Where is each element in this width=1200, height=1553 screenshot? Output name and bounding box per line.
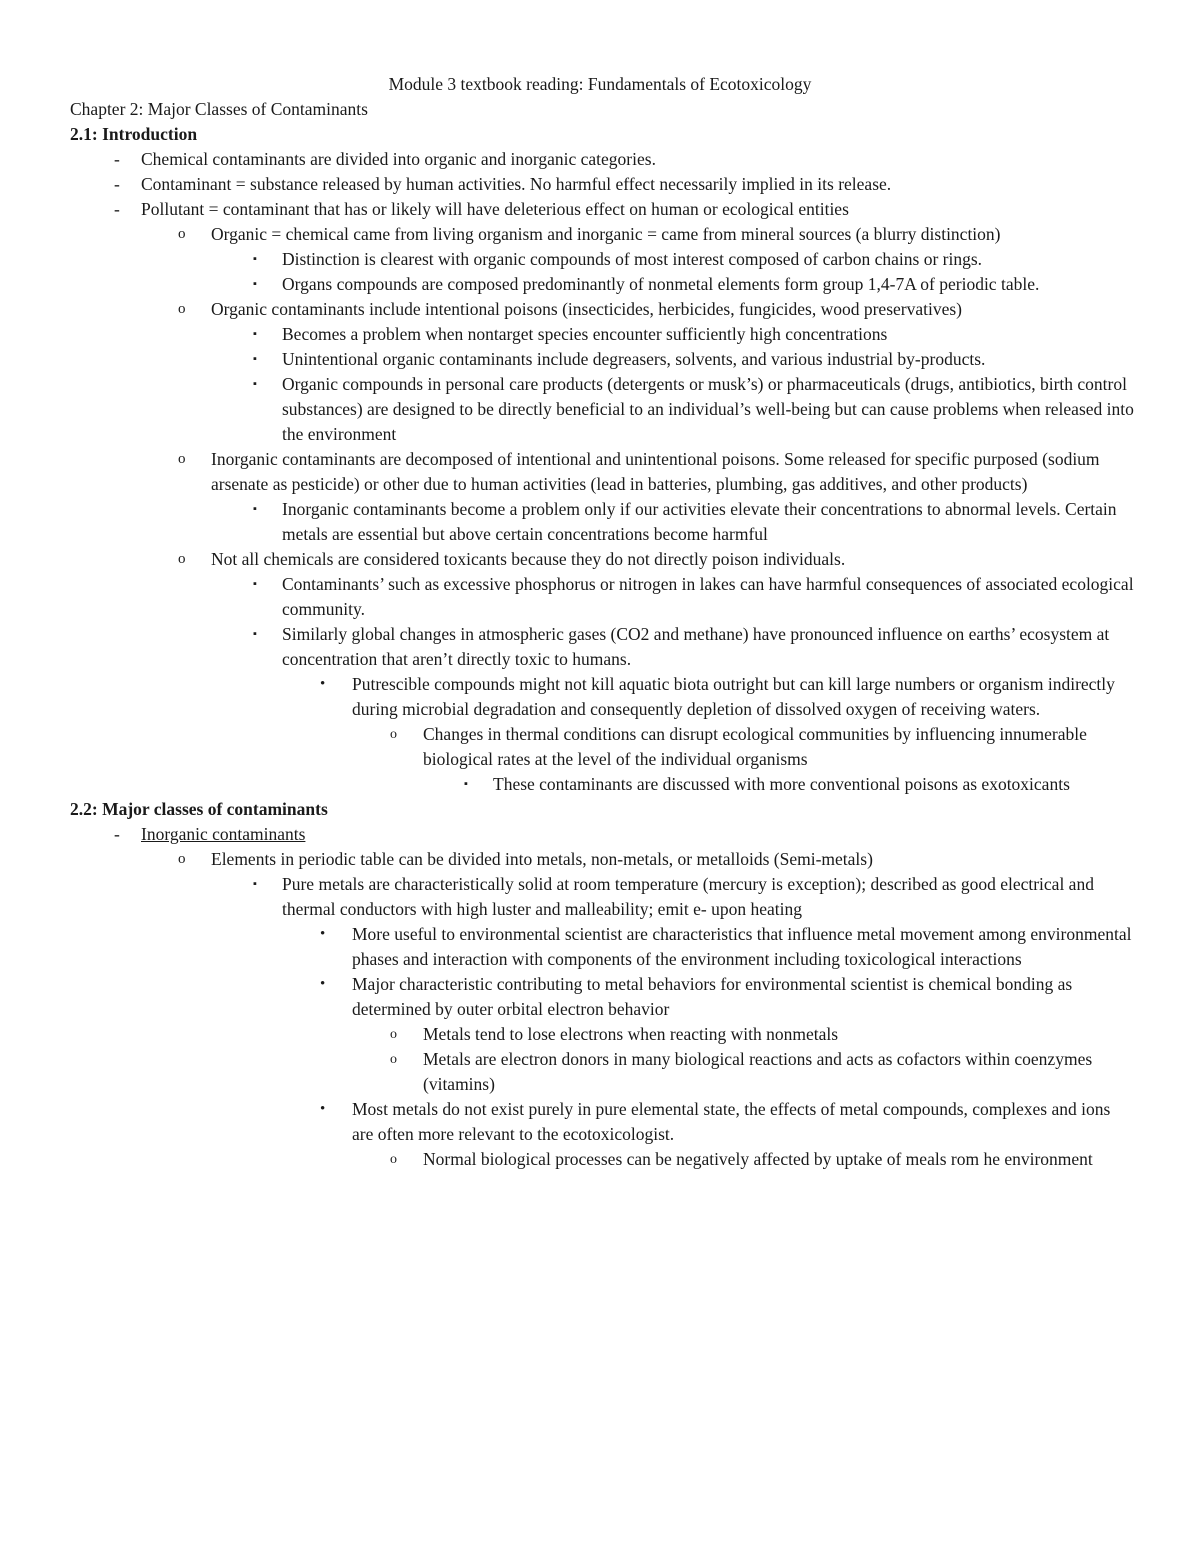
square-bullet-icon: ▪ — [253, 628, 257, 640]
list-item — [70, 547, 1135, 572]
list-item — [70, 222, 1135, 247]
list-item — [70, 197, 1135, 222]
list-item-text: Organic = chemical came from living organism and inorganic = came from mineral sources (a blurry distinction) — [211, 224, 1001, 244]
dash-marker: - — [114, 824, 120, 844]
list-item — [70, 622, 1135, 672]
square-bullet-icon: ▪ — [253, 278, 257, 290]
dash-marker: - — [114, 149, 120, 169]
circle-bullet-icon: o — [178, 551, 186, 567]
list-item — [70, 497, 1135, 547]
section-heading-introduction: 2.1: Introduction — [70, 124, 198, 144]
subheading-inorganic-contaminants: Inorganic contaminants — [141, 824, 306, 844]
list-item — [70, 672, 1135, 722]
list-item-text: Not all chemicals are considered toxicants because they do not directly poison individuals. — [211, 549, 846, 569]
list-item-text: Organic contaminants include intentional poisons (insecticides, herbicides, fungicides, wood preservatives) — [211, 299, 963, 319]
dash-marker: - — [114, 199, 120, 219]
dot-bullet-icon: • — [320, 976, 326, 992]
list-item — [70, 872, 1135, 922]
list-item — [70, 322, 1135, 347]
square-bullet-icon: ▪ — [253, 878, 257, 890]
circle-bullet-icon: o — [178, 226, 186, 242]
list-item-text: Metals tend to lose electrons when reacting with nonmetals — [423, 1024, 839, 1044]
square-bullet-icon: ▪ — [253, 378, 257, 390]
list-item — [70, 972, 1135, 1022]
list-item-text: Organs compounds are composed predominantly of nonmetal elements form group 1,4-7A of periodic table. — [282, 274, 1040, 294]
dot-bullet-icon: • — [320, 676, 326, 692]
list-item-text: Distinction is clearest with organic compounds of most interest composed of carbon chains or rings. — [282, 249, 983, 269]
square-bullet-icon: ▪ — [253, 353, 257, 365]
dot-bullet-icon: • — [320, 926, 326, 942]
list-item-text: Becomes a problem when nontarget species encounter sufficiently high concentrations — [282, 324, 888, 344]
dot-bullet-icon: • — [320, 1101, 326, 1117]
list-item-text: Major characteristic contributing to metal behaviors for environmental scientist is chemical bonding as determined by outer orbital electron behavior — [352, 974, 1073, 1019]
square-bullet-icon: ▪ — [253, 503, 257, 515]
list-item — [70, 1022, 1135, 1047]
document-body — [70, 97, 1135, 1172]
square-bullet-icon: ▪ — [253, 253, 257, 265]
list-item — [70, 172, 1135, 197]
list-item-text: Metals are electron donors in many biological reactions and acts as cofactors within coenzymes (vitamins) — [423, 1049, 1093, 1094]
list-item — [70, 347, 1135, 372]
list-item — [70, 722, 1135, 772]
list-item-text: Normal biological processes can be negatively affected by uptake of meals rom he environment — [423, 1149, 1093, 1169]
square-bullet-icon: ▪ — [253, 578, 257, 590]
square-bullet-icon: ▪ — [464, 778, 468, 790]
list-item — [70, 447, 1135, 497]
circle-bullet-icon: o — [178, 451, 186, 467]
circle-bullet-icon: o — [178, 301, 186, 317]
square-bullet-icon: ▪ — [253, 328, 257, 340]
list-item-text: Most metals do not exist purely in pure elemental state, the effects of metal compounds, complexes and ions are often more relevant to the ecotoxicologist. — [352, 1099, 1111, 1144]
list-item-text: Inorganic contaminants become a problem only if our activities elevate their concentrations to abnormal levels. Certain metals are essential but above certain concentrations become harmful — [282, 499, 1117, 544]
list-item — [70, 272, 1135, 297]
list-item-text: Organic compounds in personal care products (detergents or musk’s) or pharmaceuticals (drugs, antibiotics, birth control substances) are designed to be directly beneficial to an individual’s well-being but can cause problems when released into the environment — [282, 374, 1134, 444]
list-item-text: More useful to environmental scientist are characteristics that influence metal movement among environmental phases and interaction with components of the environment including toxicological interactions — [352, 924, 1132, 969]
dash-marker: - — [114, 174, 120, 194]
list-item-text: Pure metals are characteristically solid at room temperature (mercury is exception); described as good electrical and thermal conductors with high luster and malleability; emit e- upon heating — [282, 874, 1094, 919]
list-item — [70, 1097, 1135, 1147]
list-item-text: Contaminant = substance released by human activities. No harmful effect necessarily implied in its release. — [141, 174, 892, 194]
circle-bullet-icon: o — [390, 1027, 397, 1042]
list-item-text: Chemical contaminants are divided into organic and inorganic categories. — [141, 149, 656, 169]
list-item-text: These contaminants are discussed with more conventional poisons as exotoxicants — [493, 774, 1070, 794]
chapter-title: Chapter 2: Major Classes of Contaminants — [70, 99, 368, 119]
circle-bullet-icon: o — [178, 851, 186, 867]
list-item — [70, 247, 1135, 272]
list-item — [70, 147, 1135, 172]
section-heading-major-classes: 2.2: Major classes of contaminants — [70, 799, 328, 819]
list-item-text: Changes in thermal conditions can disrupt ecological communities by influencing innumerable biological rates at the level of the individual organisms — [423, 724, 1087, 769]
list-item — [70, 822, 1135, 847]
list-item — [70, 1047, 1135, 1097]
list-item-text: Contaminants’ such as excessive phosphorus or nitrogen in lakes can have harmful consequences of associated ecological community. — [282, 574, 1134, 619]
circle-bullet-icon: o — [390, 1052, 397, 1067]
list-item — [70, 372, 1135, 447]
list-item — [70, 772, 1135, 797]
list-item-text: Similarly global changes in atmospheric gases (CO2 and methane) have pronounced influence on earths’ ecosystem at concentration that aren’t directly toxic to humans. — [282, 624, 1110, 669]
list-item — [70, 1147, 1135, 1172]
list-item-text: Pollutant = contaminant that has or likely will have deleterious effect on human or ecological entities — [141, 199, 849, 219]
list-item — [70, 297, 1135, 322]
list-item-text: Unintentional organic contaminants include degreasers, solvents, and various industrial by-products. — [282, 349, 986, 369]
list-item-text: Elements in periodic table can be divided into metals, non-metals, or metalloids (Semi-metals) — [211, 849, 873, 869]
circle-bullet-icon: o — [390, 1152, 397, 1167]
list-item — [70, 572, 1135, 622]
list-item — [70, 847, 1135, 872]
list-item — [70, 922, 1135, 972]
list-item-text: Putrescible compounds might not kill aquatic biota outright but can kill large numbers or organism indirectly during microbial degradation and consequently depletion of dissolved oxygen of receiving waters. — [352, 674, 1115, 719]
circle-bullet-icon: o — [390, 727, 397, 742]
list-item-text: Inorganic contaminants are decomposed of intentional and unintentional poisons. Some released for specific purposed (sodium arsenate as pesticide) or other due to human activities (lead in batteries, plumbing, gas additives, and other products) — [211, 449, 1100, 494]
document-title: Module 3 textbook reading: Fundamentals of Ecotoxicology — [388, 74, 812, 94]
